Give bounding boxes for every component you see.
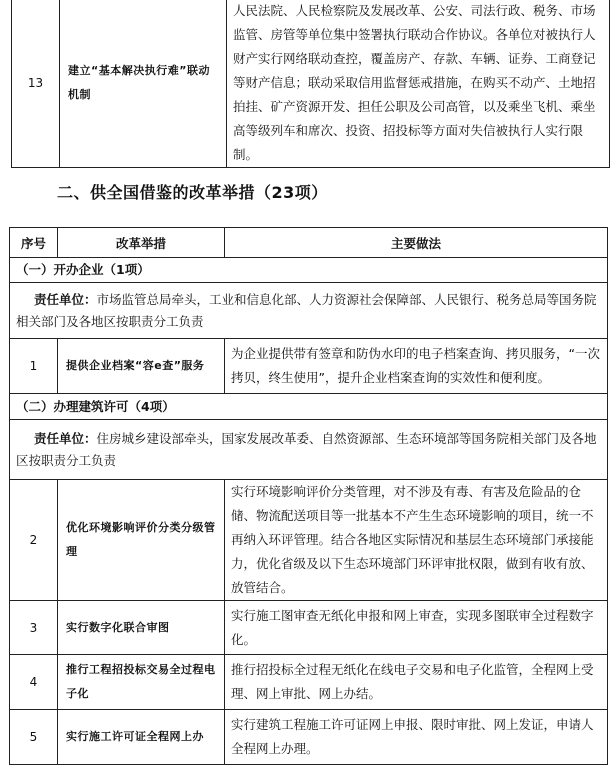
table-header-row [10, 228, 608, 258]
group-title: （二）办理建筑许可（4项） [10, 394, 608, 420]
col-header-practice: 主要做法 [225, 228, 608, 258]
responsibility-row [10, 420, 608, 480]
reform-measures-table [9, 227, 608, 765]
table-row [10, 655, 608, 710]
row-number: 2 [10, 480, 58, 601]
responsibility-text: 市场监管总局牵头，工业和信息化部、人力资源社会保障部、人民银行、税务总局等国务院相关部门及各地区按职责分工负责 [16, 291, 597, 329]
group-title-row [10, 394, 608, 420]
table-row [10, 601, 608, 655]
responsibility-text: 住房城乡建设部牵头，国家发展改革委、自然资源部、生态环境部等国务院相关部门及各地区按职责分工负责 [16, 430, 597, 468]
responsibility-cell [10, 283, 608, 339]
responsibility-label: 责任单位： [34, 430, 97, 446]
main-practice: 实行施工图审查无纸化申报和网上审查，实现多图联审全过程数字化。 [225, 601, 608, 655]
reform-measure: 提供企业档案“容e查”服务 [58, 339, 225, 394]
table-row [10, 480, 608, 601]
section-heading: 二、供全国借鉴的改革举措（23项） [57, 183, 328, 202]
table-row [12, 0, 610, 168]
main-practice: 推行招投标全过程无纸化在线电子交易和电子化监管，全程网上受理、网上审批、网上办结。 [225, 655, 608, 710]
reform-measure: 优化环境影响评价分类分级管理 [58, 480, 225, 601]
row-number: 5 [10, 710, 58, 765]
main-practice: 为企业提供带有签章和防伪水印的电子档案查询、拷贝服务，“一次拷贝，终生使用”，提升企业档案查询的实效性和便利度。 [225, 339, 608, 394]
group-title-row [10, 258, 608, 283]
row-number: 4 [10, 655, 58, 710]
reform-measure: 建立“基本解决执行难”联动机制 [60, 0, 227, 168]
responsibility-label: 责任单位： [34, 291, 97, 307]
table-row [10, 339, 608, 394]
row-number: 1 [10, 339, 58, 394]
main-practice: 人民法院、人民检察院及发展改革、公安、司法行政、税务、市场监管、房管等单位集中签署执行联动合作协议。各单位对被执行人财产实行网络联动查控，覆盖房产、存款、车辆、证券、工商登记等财产信息；联动采取信用监督惩戒措施，在购买不动产、土地招拍挂、矿产资源开发、担任公职及公司高管，以及乘坐飞机、乘坐高等级列车和席次、投资、招投标等方面对失信被执行人实行限制。 [227, 0, 610, 168]
reform-measure: 实行数字化联合审图 [58, 601, 225, 655]
responsibility-cell [10, 420, 608, 480]
col-header-measure: 改革举措 [58, 228, 225, 258]
responsibility-row [10, 283, 608, 339]
col-header-number: 序号 [10, 228, 58, 258]
reform-measure: 实行施工许可证全程网上办 [58, 710, 225, 765]
main-practice: 实行环境影响评价分类管理，对不涉及有毒、有害及危险品的仓储、物流配送项目等一批基本不产生生态环境影响的项目，统一不再纳入环评管理。结合各地区实际情况和基层生态环境部门承接能力，优化省级及以下生态环境部门环评审批权限，做到有收有放、放管结合。 [225, 480, 608, 601]
main-practice: 实行建筑工程施工许可证网上申报、限时审批、网上发证，申请人全程网上办理。 [225, 710, 608, 765]
reform-measure: 推行工程招投标交易全过程电子化 [58, 655, 225, 710]
row-number: 13 [12, 0, 60, 168]
table-row [10, 710, 608, 765]
continued-table [11, 0, 610, 168]
group-title: （一）开办企业（1项） [10, 258, 608, 283]
row-number: 3 [10, 601, 58, 655]
